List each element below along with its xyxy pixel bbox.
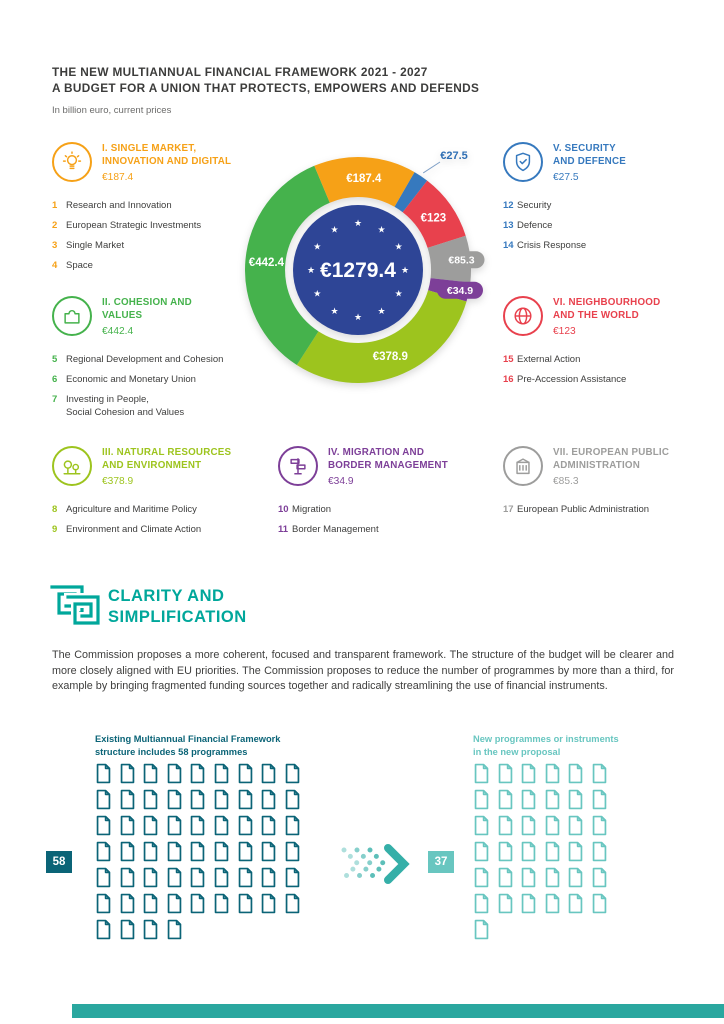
eu-star-icon: ★ bbox=[353, 218, 363, 229]
document-icon bbox=[237, 789, 261, 815]
budget-item-6: 6 Economic and Monetary Union bbox=[52, 374, 196, 385]
globe-icon bbox=[503, 296, 543, 336]
document-icon bbox=[567, 893, 591, 919]
document-icon bbox=[213, 815, 237, 841]
category-migration-border bbox=[278, 446, 488, 543]
document-icon bbox=[189, 815, 213, 841]
lightbulb-icon bbox=[52, 142, 92, 182]
document-icon bbox=[497, 841, 521, 867]
new-programmes-caption: New programmes or instruments in the new proposal bbox=[473, 734, 619, 757]
budget-item-3: 3 Single Market bbox=[52, 240, 125, 251]
document-icon bbox=[166, 919, 190, 945]
category-value: €442.4 bbox=[102, 326, 134, 337]
category-title: VI. NEIGHBOURHOOD AND THE WORLD bbox=[553, 297, 661, 321]
document-icon bbox=[567, 815, 591, 841]
document-icon bbox=[189, 841, 213, 867]
category-security-defence bbox=[503, 142, 713, 259]
eu-star-icon: ★ bbox=[353, 312, 363, 323]
document-icon bbox=[544, 841, 568, 867]
document-icon bbox=[189, 789, 213, 815]
document-icon bbox=[213, 763, 237, 789]
document-icon bbox=[567, 763, 591, 789]
document-icon bbox=[473, 919, 497, 945]
transition-arrow-icon bbox=[338, 842, 420, 886]
page-title-line1: THE NEW MULTIANNUAL FINANCIAL FRAMEWORK 2021 - 2027 bbox=[52, 65, 428, 79]
shield-icon bbox=[503, 142, 543, 182]
document-icon bbox=[591, 841, 615, 867]
category-items bbox=[278, 503, 488, 536]
category-value: €123 bbox=[553, 326, 576, 337]
document-icon bbox=[520, 893, 544, 919]
document-icon bbox=[260, 789, 284, 815]
category-public-administration bbox=[503, 446, 718, 523]
document-icon bbox=[189, 867, 213, 893]
document-icon bbox=[473, 763, 497, 789]
slice-value-label: €123 bbox=[420, 212, 447, 225]
document-icon bbox=[260, 893, 284, 919]
budget-total-label: €1279.4 bbox=[320, 259, 396, 282]
category-neighbourhood-world bbox=[503, 296, 713, 393]
document-icon bbox=[237, 815, 261, 841]
new-programmes-grid bbox=[473, 763, 617, 945]
document-icon bbox=[591, 763, 615, 789]
document-icon bbox=[497, 893, 521, 919]
document-icon bbox=[260, 867, 284, 893]
budget-item-4: 4 Space bbox=[52, 260, 93, 271]
document-icon bbox=[473, 841, 497, 867]
category-value: €187.4 bbox=[102, 172, 134, 183]
document-icon bbox=[237, 867, 261, 893]
budget-item-1: 1 Research and Innovation bbox=[52, 200, 172, 211]
category-title: III. NATURAL RESOURCES AND ENVIRONMENT bbox=[102, 447, 232, 471]
footer-bar bbox=[72, 1004, 724, 1018]
category-title: V. SECURITY AND DEFENCE bbox=[553, 143, 626, 167]
document-icon bbox=[544, 867, 568, 893]
document-icon bbox=[119, 815, 143, 841]
document-icon bbox=[95, 867, 119, 893]
eu-star-icon: ★ bbox=[313, 241, 322, 252]
document-icon bbox=[497, 815, 521, 841]
document-icon bbox=[95, 815, 119, 841]
document-icon bbox=[591, 867, 615, 893]
document-icon bbox=[142, 763, 166, 789]
document-icon bbox=[260, 763, 284, 789]
document-icon bbox=[473, 815, 497, 841]
document-icon bbox=[544, 763, 568, 789]
document-icon bbox=[95, 763, 119, 789]
document-icon bbox=[166, 893, 190, 919]
document-icon bbox=[95, 789, 119, 815]
puzzle-icon bbox=[52, 296, 92, 336]
category-title: IV. MIGRATION AND BORDER MANAGEMENT bbox=[328, 447, 448, 471]
eu-star-icon: ★ bbox=[330, 305, 339, 316]
category-items bbox=[503, 503, 718, 516]
document-icon bbox=[166, 841, 190, 867]
document-icon bbox=[544, 815, 568, 841]
eu-star-icon: ★ bbox=[394, 288, 403, 299]
document-icon bbox=[95, 841, 119, 867]
document-icon bbox=[142, 919, 166, 945]
category-natural-resources bbox=[52, 446, 278, 543]
document-icon bbox=[473, 893, 497, 919]
document-icon bbox=[473, 867, 497, 893]
document-icon bbox=[284, 867, 308, 893]
eu-star-icon: ★ bbox=[394, 241, 403, 252]
document-icon bbox=[473, 789, 497, 815]
document-icon bbox=[119, 841, 143, 867]
eu-star-icon: ★ bbox=[313, 288, 322, 299]
document-icon bbox=[284, 789, 308, 815]
document-icon bbox=[544, 893, 568, 919]
document-icon bbox=[520, 763, 544, 789]
document-icon bbox=[237, 763, 261, 789]
document-icon bbox=[237, 893, 261, 919]
eu-star-icon: ★ bbox=[330, 224, 339, 235]
document-icon bbox=[497, 789, 521, 815]
tree-icon bbox=[52, 446, 92, 486]
document-icon bbox=[166, 867, 190, 893]
document-icon bbox=[142, 815, 166, 841]
budget-item-10: 10 Migration bbox=[278, 504, 332, 515]
document-icon bbox=[189, 763, 213, 789]
budget-item-2: 2 European Strategic Investments bbox=[52, 220, 202, 231]
document-icon bbox=[544, 789, 568, 815]
document-icon bbox=[95, 893, 119, 919]
page-title bbox=[52, 64, 612, 96]
budget-item-5: 5 Regional Development and Cohesion bbox=[52, 354, 224, 365]
budget-item-13: 13 Defence bbox=[503, 220, 553, 231]
document-icon bbox=[284, 763, 308, 789]
category-value: €378.9 bbox=[102, 476, 134, 487]
eu-star-icon: ★ bbox=[400, 265, 410, 276]
category-title: VII. EUROPEAN PUBLIC ADMINISTRATION bbox=[553, 447, 670, 471]
document-icon bbox=[260, 841, 284, 867]
document-icon bbox=[284, 841, 308, 867]
document-icon bbox=[166, 815, 190, 841]
existing-count-badge: 58 bbox=[46, 851, 72, 873]
new-count-badge: 37 bbox=[428, 851, 454, 873]
document-icon bbox=[142, 789, 166, 815]
document-icon bbox=[213, 893, 237, 919]
document-icon bbox=[119, 919, 143, 945]
document-icon bbox=[520, 867, 544, 893]
document-icon bbox=[260, 815, 284, 841]
slice-value-label: €27.5 bbox=[440, 150, 468, 162]
eu-star-icon: ★ bbox=[377, 305, 386, 316]
category-value: €85.3 bbox=[553, 476, 579, 487]
budget-item-12: 12 Security bbox=[503, 200, 552, 211]
document-icon bbox=[213, 867, 237, 893]
document-icon bbox=[142, 893, 166, 919]
document-icon bbox=[567, 867, 591, 893]
slice-value-label: €378.9 bbox=[372, 351, 408, 364]
document-icon bbox=[95, 919, 119, 945]
category-value: €27.5 bbox=[553, 172, 579, 183]
slice-value-label: €442.4 bbox=[248, 256, 284, 269]
category-items bbox=[52, 503, 278, 536]
eu-star-icon: ★ bbox=[377, 224, 386, 235]
slice-value-label: €85.3 bbox=[448, 254, 475, 267]
document-icon bbox=[591, 815, 615, 841]
eu-star-icon: ★ bbox=[306, 265, 316, 276]
document-icon bbox=[237, 841, 261, 867]
document-icon bbox=[567, 841, 591, 867]
document-icon bbox=[591, 789, 615, 815]
document-icon bbox=[142, 867, 166, 893]
clarity-heading: CLARITY AND SIMPLIFICATION bbox=[108, 587, 247, 626]
document-icon bbox=[567, 789, 591, 815]
simplification-maze-icon bbox=[50, 584, 100, 631]
document-icon bbox=[520, 841, 544, 867]
document-icon bbox=[591, 893, 615, 919]
budget-item-17: 17 European Public Administration bbox=[503, 504, 650, 515]
slice-value-label: €34.9 bbox=[446, 285, 474, 298]
category-title: I. SINGLE MARKET, INNOVATION AND DIGITAL bbox=[102, 143, 232, 167]
document-icon bbox=[166, 789, 190, 815]
slice-value-label: €187.4 bbox=[346, 173, 382, 186]
existing-programmes-grid bbox=[95, 763, 309, 945]
clarity-paragraph: The Commission proposes a more coherent, focused and transparent framework. The structure of the budget will be clearer and more closely aligned with EU priorities. The Commission proposes to reduce the number of programmes by more than a third, for example by bringing fragmented funding sources together and radically streamlining the use of financial instruments. bbox=[52, 649, 674, 692]
document-icon bbox=[213, 789, 237, 815]
page-title-line2: A BUDGET FOR A UNION THAT PROTECTS, EMPOWERS AND DEFENDS bbox=[52, 81, 480, 95]
label-leader-line bbox=[423, 162, 440, 173]
budget-item-7: 7 Investing in People, Social Cohesion and Values bbox=[52, 394, 185, 418]
document-icon bbox=[497, 867, 521, 893]
document-icon bbox=[497, 763, 521, 789]
header bbox=[52, 64, 612, 116]
category-items bbox=[503, 353, 713, 386]
document-icon bbox=[189, 893, 213, 919]
document-icon bbox=[284, 893, 308, 919]
document-icon bbox=[119, 789, 143, 815]
category-title: II. COHESION AND VALUES bbox=[102, 297, 192, 321]
document-icon bbox=[213, 841, 237, 867]
category-value: €34.9 bbox=[328, 476, 354, 487]
administration-building-icon bbox=[503, 446, 543, 486]
budget-item-16: 16 Pre-Accession Assistance bbox=[503, 374, 627, 385]
document-icon bbox=[119, 867, 143, 893]
existing-programmes-caption: Existing Multiannual Financial Framework structure includes 58 programmes bbox=[95, 734, 281, 757]
document-icon bbox=[142, 841, 166, 867]
budget-item-15: 15 External Action bbox=[503, 354, 581, 365]
budget-donut-chart bbox=[230, 132, 500, 412]
document-icon bbox=[520, 789, 544, 815]
document-icon bbox=[520, 815, 544, 841]
budget-item-8: 8 Agriculture and Maritime Policy bbox=[52, 504, 197, 515]
page-subtitle: In billion euro, current prices bbox=[52, 105, 172, 116]
budget-item-11: 11 Border Management bbox=[278, 524, 379, 535]
budget-item-14: 14 Crisis Response bbox=[503, 240, 587, 251]
document-icon bbox=[284, 815, 308, 841]
document-icon bbox=[119, 763, 143, 789]
document-icon bbox=[166, 763, 190, 789]
budget-item-9: 9 Environment and Climate Action bbox=[52, 524, 202, 535]
document-icon bbox=[119, 893, 143, 919]
signpost-icon bbox=[278, 446, 318, 486]
category-items bbox=[503, 199, 713, 252]
